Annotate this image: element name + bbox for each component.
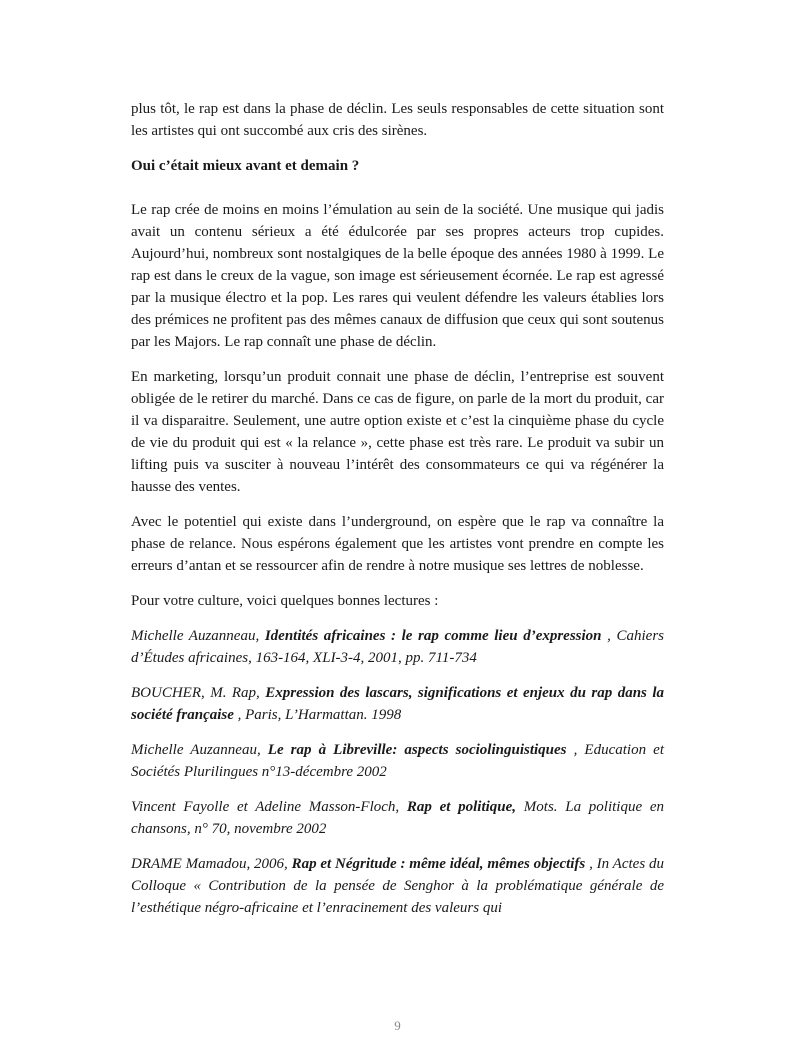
intro-paragraph: plus tôt, le rap est dans la phase de déclin. Les seuls responsables de cette situation sont les artistes qui ont succombé aux cris des sirènes. <box>131 101 664 139</box>
reference-item <box>131 739 664 783</box>
reading-list-intro: Pour votre culture, voici quelques bonnes lectures : <box>131 593 439 609</box>
reference-source: , Education et Sociétés Plurilingues n°13-décembre 2002 <box>131 742 664 780</box>
reference-authors: BOUCHER, M. Rap, <box>131 685 266 701</box>
reference-source: , In Actes du Colloque « Contribution de la pensée de Senghor à la problématique générale de l’esthétique négro-africaine et l’enracinement des valeurs qui <box>131 856 664 916</box>
reference-item <box>131 682 664 726</box>
reference-item <box>131 853 664 919</box>
reference-authors: DRAME Mamadou, 2006, <box>131 856 292 872</box>
reference-item <box>131 625 664 669</box>
page-number: 9 <box>394 1018 401 1033</box>
reference-title: Rap et politique, <box>406 799 517 815</box>
reference-authors: Vincent Fayolle et Adeline Masson-Floch, <box>131 799 407 815</box>
reference-title: Rap et Négritude : même idéal, mêmes objectifs <box>291 856 586 872</box>
reference-authors: Michelle Auzanneau, <box>131 628 265 644</box>
body-paragraph: Avec le potentiel qui existe dans l’underground, on espère que le rap va connaître la phase de relance. Nous espérons également que les artistes vont prendre en compte les erreurs d’antan et se ressourcer afin de rendre à notre musique ses lettres de noblesse. <box>131 514 664 574</box>
reference-title: Expression des lascars, significations et enjeux du rap dans la société française <box>131 685 664 723</box>
body-paragraph: En marketing, lorsqu’un produit connait une phase de déclin, l’entreprise est souvent obligée de le retirer du marché. Dans ce cas de figure, on parle de la mort du produit, car il va disparaitre. Seulement, une autre option existe et c’est la cinquième phase du cycle de vie du produit qui est « la relance », cette phase est très rare. Le produit va subir un lifting puis va susciter à nouveau l’intérêt des consommateurs ce qui va régénérer la hausse des ventes. <box>131 369 664 495</box>
reference-source: Mots. La politique en chansons, n° 70, novembre 2002 <box>131 799 665 837</box>
document-page <box>131 98 664 932</box>
reference-authors: Michelle Auzanneau, <box>131 742 268 758</box>
reference-title: Identités africaines : le rap comme lieu d’expression <box>264 628 602 644</box>
reference-item <box>131 796 664 840</box>
body-paragraph: Le rap crée de moins en moins l’émulation au sein de la société. Une musique qui jadis avait un contenu sérieux a été édulcorée par ses propres acteurs trop cupides. Aujourd’hui, nombreux sont nostalgiques de la belle époque des années 1980 à 1999. Le rap est dans le creux de la vague, son image est sérieusement écornée. Le rap est agressé par la musique électro et la pop. Les rares qui veulent défendre les valeurs établies lors des prémices ne profitent pas des mêmes canaux de diffusion que ceux qui sont soutenus par les Majors. Le rap connaît une phase de déclin. <box>131 202 664 350</box>
section-heading: Oui c’était mieux avant et demain ? <box>131 158 360 174</box>
reference-source: , Cahiers d’Études africaines, 163-164, XLI-3-4, 2001, pp. 711-734 <box>131 628 664 666</box>
reference-title: Le rap à Libreville: aspects sociolinguistiques <box>267 742 567 758</box>
reference-source: , Paris, L’Harmattan. 1998 <box>233 707 402 723</box>
